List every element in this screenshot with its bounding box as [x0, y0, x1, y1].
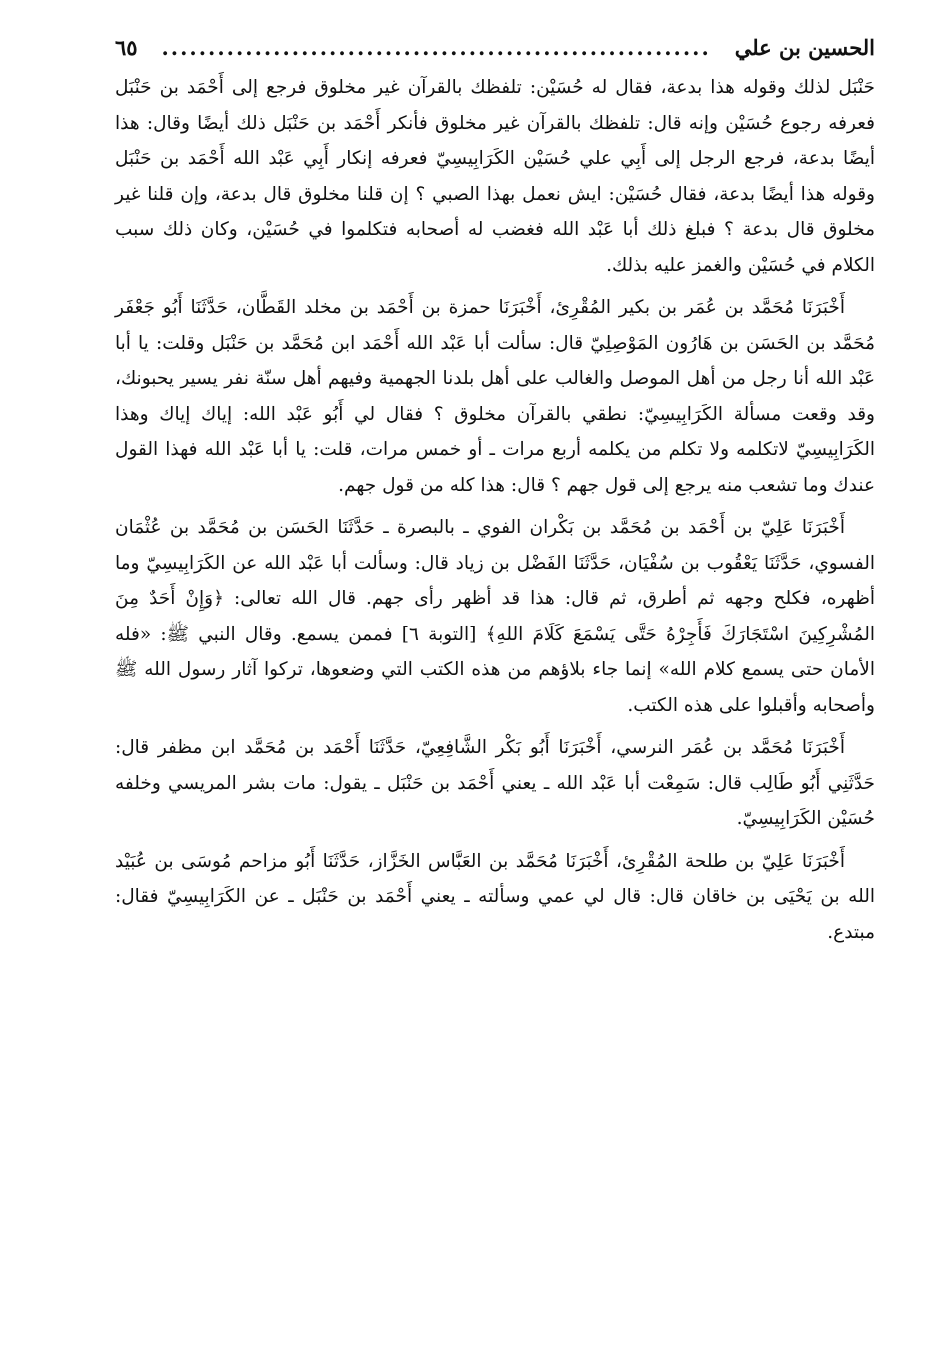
running-header: [115, 28, 875, 68]
page-number: ٦٥: [115, 35, 138, 60]
dot-leader: ...........................................................: [161, 35, 711, 60]
text-body: [115, 70, 875, 950]
chapter-title: الحسين بن علي: [734, 35, 875, 60]
paragraph-5: أَخْبَرَنَا عَلِيّ بن طلحة المُقْرِئ، أَخْبَرَنَا مُحَمَّد بن العَبَّاس الخَزَّاز، حَدَّثَنَا أَبُو مزاحم مُوسَى بن عُبَيْد الله بن يَحْيَى بن خاقان قال: قال لي عمي وسألته ـ يعني أَحْمَد بن حَنْبَل ـ عن الكَرَابِيسِيّ فقال: مبتدع.: [115, 850, 875, 943]
paragraph-4: أَخْبَرَنَا مُحَمَّد بن عُمَر النرسي، أَخْبَرَنَا أَبُو بَكْر الشَّافِعِيّ، حَدَّثَنَا أَحْمَد بن مُحَمَّد ابن مظفر قال: حَدَّثَنِي أَبُو طَالِب قال: سَمِعْت أبا عَبْد الله ـ يعني أَحْمَد بن حَنْبَل ـ يقول: مات بشر المريسي وخلفه حُسَيْن الكَرَابِيسِيّ.: [115, 737, 875, 829]
paragraph-2: أَخْبَرَنَا مُحَمَّد بن عُمَر بن بكير المُقْرِئ، أَخْبَرَنَا حمزة بن أَحْمَد بن مخلد القَطَّان، حَدَّثَنَا أَبُو جَعْفَر مُحَمَّد بن الحَسَن بن هَارُون المَوْصِلِيّ قال: سألت أبا عَبْد الله أَحْمَد ابن مُحَمَّد بن حَنْبَل وقلت: يا أبا عَبْد الله أنا رجل من أهل الموصل والغالب على أهل بلدنا الجهمية وفيهم أهل سنّة نفر يسير يحبونك، وقد وقعت مسألة الكَرَابِيسِيّ: نطقي بالقرآن مخلوق ؟ فقال لي أَبُو عَبْد الله: إياك إياك وهذا الكَرَابِيسِيّ لاتكلمه ولا تكلم من يكلمه أربع مرات ـ أو خمس مرات، قلت: يا أبا عَبْد الله فهذا القول عندك وما تشعب منه يرجع إلى قول جهم ؟ قال: هذا كله من قول جهم.: [115, 297, 875, 496]
document-page: [115, 28, 875, 957]
paragraph-1: حَنْبَل لذلك وقوله هذا بدعة، فقال له حُسَيْن: تلفظك بالقرآن غير مخلوق فرجع إلى أَحْمَد بن حَنْبَل فعرفه رجوع حُسَيْن وإنه قال: تلفظك بالقرآن غير مخلوق فأنكر أَحْمَد بن حَنْبَل ذلك أيضًا وقال: هذا أيضًا بدعة، فرجع الرجل إلى أَبِي علي حُسَيْن الكَرَابِيسِيّ فعرفه إنكار أَبِي عَبْد الله أَحْمَد بن حَنْبَل وقوله هذا أيضًا بدعة، فقال حُسَيْن: ايش نعمل بهذا الصبي ؟ إن قلنا مخلوق قال بدعة، وإن قلنا غير مخلوق قال بدعة ؟ فبلغ ذلك أبا عَبْد الله فغضب له أصحابه فتكلموا في حُسَيْن، وكان ذلك سبب الكلام في حُسَيْن والغمز عليه بذلك.: [115, 77, 875, 276]
paragraph-3: أَخْبَرَنَا عَلِيّ بن أَحْمَد بن مُحَمَّد بن بَكْران الفوي ـ بالبصرة ـ حَدَّثَنَا الحَسَن بن مُحَمَّد بن عُثْمَان الفسوي، حَدَّثَنَا يَعْقُوب بن سُفْيَان، حَدَّثَنَا الفَضْل بن زياد قال: وسألت أبا عَبْد الله عن الكَرَابِيسِيّ وما أظهره، فكلح وجهه ثم أطرق، ثم قال: هذا قد أظهر رأى جهم. قال الله تعالى: ﴿وَإِنْ أَحَدٌ مِنَ المُشْرِكِينَ اسْتَجَارَكَ فَأَجِرْهُ حَتَّى يَسْمَعَ كَلَامَ اللهِ﴾ [التوبة ٦] فممن يسمع. وقال النبي ﷺ: «فله الأمان حتى يسمع كلام الله» إنما جاء بلاؤهم من هذه الكتب التي وضعوها، تركوا آثار رسول الله ﷺ وأصحابه وأقبلوا على هذه الكتب.: [115, 517, 875, 716]
